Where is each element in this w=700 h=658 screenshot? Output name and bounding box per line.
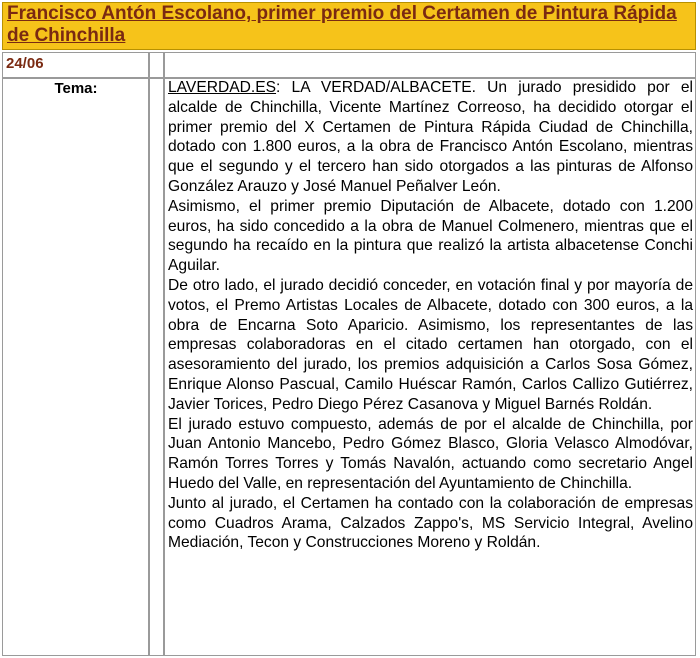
source-link[interactable]: LAVERDAD.ES (168, 79, 277, 96)
paragraph-text: : LA VERDAD/ALBACETE. Un jurado presidido por el alcalde de Chinchilla, Vicente Martínez Correoso, ha decidido otorgar el primer premio del X Certamen de Pintura Rápida Ciudad de Chinchilla, dotado con 1.800 euros, a la obra de Francisco Antón Escolano, mientras que el segundo y el tercero han sido otorgados a las pinturas de Alfonso González Arauzo y José Manuel Peñalver León. (168, 79, 693, 195)
date-cell (2, 52, 150, 79)
paragraph-text: Junto al jurado, el Certamen ha contado con la colaboración de empresas como Cuadros Arama, Calzados Zappo's, MS Servicio Integral, Avelino Mediación, Tecon y Construcciones Moreno y Roldán. (168, 494, 693, 552)
topic-label: Tema: (54, 80, 98, 97)
article-title-link[interactable]: Francisco Antón Escolano, primer premio del Certamen de Pintura Rápida de Chinchilla (7, 3, 677, 46)
body-paragraph (168, 494, 693, 553)
body-paragraph (168, 197, 693, 276)
article-title-bar (2, 2, 696, 50)
body-paragraph (168, 276, 693, 415)
article-table (2, 52, 696, 656)
body-paragraph (168, 415, 693, 494)
article-date: 24/06 (6, 55, 44, 72)
paragraph-text: Asimismo, el primer premio Diputación de Albacete, dotado con 1.200 euros, ha sido concedido a la obra de Manuel Colmenero, mientras que el segundo ha recaído en la pintura que realizó la artista albacetense Conchi Aguilar. (168, 197, 693, 275)
article-body (163, 77, 696, 656)
topic-row (2, 77, 696, 656)
paragraph-text: El jurado estuvo compuesto, además de por el alcalde de Chinchilla, por Juan Antonio Mancebo, Pedro Gómez Blasco, Gloria Velasco Almodóvar, Ramón Torres Torres y Tomás Navalón, actuando como secretario Angel Huedo del Valle, en representación del Ayuntamiento de Chinchilla. (168, 415, 693, 492)
topic-label-cell (2, 77, 150, 656)
paragraph-text: De otro lado, el jurado decidió conceder, en votación final y por mayoría de votos, el Premo Artistas Locales de Albacete, dotado con 300 euros, a la obra de Encarna Soto Aparicio. Asimismo, los representantes de las empresas colaboradoras en el citado certamen han otorgado, con el asesoramiento del jurado, los premios adquisición a Carlos Sosa Gómez, Enrique Alonso Pascual, Camilo Huéscar Ramón, Carlos Callizo Gutiérrez, Javier Torices, Pedro Diego Pérez Casanova y Miguel Barnés Roldán. (168, 276, 693, 413)
body-paragraph (168, 78, 693, 197)
date-empty-cell (163, 52, 696, 79)
date-row (2, 52, 696, 79)
